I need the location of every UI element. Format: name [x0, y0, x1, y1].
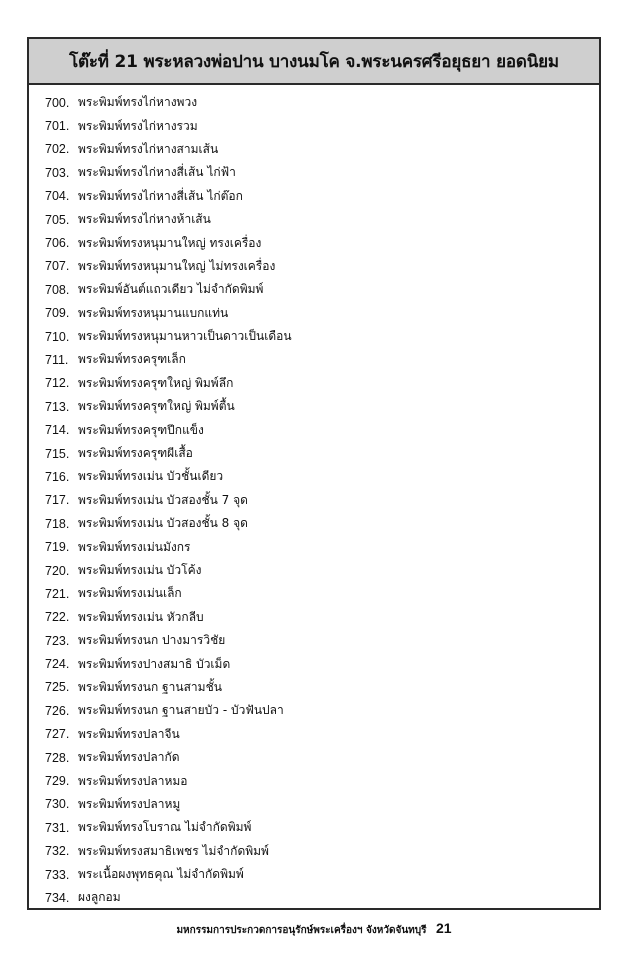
item-number: 700. [45, 95, 70, 110]
list-item [45, 161, 292, 184]
item-number: 728. [45, 750, 70, 765]
list-item [45, 676, 292, 699]
item-text: พระพิมพ์ทรงไก่หางรวม [78, 118, 198, 133]
page-number: 21 [435, 920, 452, 936]
item-text: พระพิมพ์ทรงไก่หางพวง [78, 95, 198, 110]
item-text: พระพิมพ์ทรงสมาธิเพชร ไม่จำกัดพิมพ์ [78, 843, 269, 858]
item-text: พระพิมพ์ทรงเม่นมังกร [78, 539, 191, 554]
item-text: พระพิมพ์ทรงปลาหมู [78, 796, 181, 811]
item-text: พระพิมพ์ทรงปลากัด [78, 750, 180, 765]
item-number: 702. [45, 142, 70, 157]
list-item [45, 606, 292, 629]
list-item [45, 465, 292, 488]
list-item [45, 395, 292, 418]
item-number: 723. [45, 633, 70, 648]
list-item [45, 278, 292, 301]
item-text: พระพิมพ์ทรงปางสมาธิ บัวเม็ด [78, 656, 231, 671]
item-number: 724. [45, 657, 70, 672]
item-text: พระพิมพ์ทรงนก ฐานสามชั้น [78, 679, 222, 694]
list-item [45, 652, 292, 675]
item-number: 715. [45, 446, 70, 461]
footer-text: มหกรรมการประกวดการอนุรักษ์พระเครื่องฯ จังหวัดจันทบุรี [176, 925, 427, 936]
item-number: 711. [45, 352, 69, 367]
item-number: 730. [45, 797, 70, 812]
item-number: 712. [45, 376, 70, 391]
item-number: 725. [45, 680, 70, 695]
list-item [45, 699, 292, 722]
list-item [45, 863, 292, 886]
list-item [45, 138, 292, 161]
item-text: พระพิมพ์ทรงเม่น บัวสองชั้น 7 จุด [78, 492, 248, 507]
item-text: พระพิมพ์ทรงปลาหมอ [78, 773, 188, 788]
item-number: 720. [45, 563, 70, 578]
item-text: พระพิมพ์ทรงเม่น บัวโค้ง [78, 563, 202, 577]
list-item [45, 185, 292, 208]
item-number: 704. [45, 189, 70, 204]
item-text: พระพิมพ์ทรงโบราณ ไม่จำกัดพิมพ์ [78, 820, 252, 835]
item-text: พระพิมพ์ทรงเม่น บัวชั้นเดียว [78, 469, 224, 484]
item-text: พระพิมพ์ทรงปลาจีน [78, 726, 180, 741]
item-number: 732. [45, 844, 70, 859]
item-number: 708. [45, 282, 70, 297]
item-text: พระพิมพ์ทรงไก่หางห้าเส้น [78, 212, 211, 227]
list-item [45, 723, 292, 746]
list-item [45, 418, 292, 441]
item-number: 718. [45, 516, 70, 531]
item-text: พระพิมพ์ทรงนก ฐานสายบัว - บัวฟันปลา [78, 703, 284, 718]
item-number: 719. [45, 540, 70, 555]
list-item [45, 886, 292, 909]
item-number: 713. [45, 399, 70, 414]
item-number: 707. [45, 259, 70, 274]
list-item [45, 746, 292, 769]
item-number: 733. [45, 867, 70, 882]
list-item [45, 208, 292, 231]
item-number: 706. [45, 236, 70, 251]
table-frame [27, 37, 601, 910]
item-text: พระพิมพ์ทรงหนุมานใหญ่ ทรงเครื่อง [78, 235, 262, 250]
list-item [45, 840, 292, 863]
list-item [45, 442, 292, 465]
item-number: 716. [45, 469, 70, 484]
item-text: ผงลูกอม [78, 890, 121, 905]
item-text: พระพิมพ์ทรงเม่นเล็ก [78, 586, 182, 601]
list-item [45, 769, 292, 792]
item-number: 729. [45, 774, 70, 789]
item-text: พระพิมพ์ทรงเม่น หัวกลีบ [78, 609, 204, 624]
item-number: 709. [45, 306, 70, 321]
item-text: พระพิมพ์ทรงครุฑเล็ก [78, 352, 186, 367]
item-number: 714. [45, 423, 70, 438]
item-number: 734. [45, 890, 70, 905]
item-text: พระพิมพ์ทรงหนุมานหาวเป็นดาวเป็นเดือน [78, 329, 292, 344]
list-item [45, 582, 292, 605]
item-number: 703. [45, 165, 70, 180]
list-item [45, 489, 292, 512]
item-text: พระพิมพ์ทรงนก ปางมารวิชัย [78, 633, 226, 648]
item-number: 726. [45, 703, 70, 718]
item-text: พระพิมพ์ทรงหนุมานใหญ่ ไม่ทรงเครื่อง [78, 258, 276, 273]
item-text: พระพิมพ์ทรงครุฑใหญ่ พิมพ์ตื้น [78, 399, 235, 414]
item-number: 722. [45, 610, 70, 625]
list-item [45, 512, 292, 535]
item-text: พระพิมพ์ทรงไก่หางสี่เส้น ไก่ฟ้า [78, 165, 236, 180]
list-item [45, 231, 292, 254]
item-text: พระพิมพ์ทรงไก่หางสามเส้น [78, 141, 219, 156]
page-title: โต๊ะที่ 21 พระหลวงพ่อปาน บางนมโค จ.พระนครศรีอยุธยา ยอดนิยม [69, 51, 559, 72]
item-number: 710. [45, 329, 70, 344]
item-number: 717. [45, 493, 70, 508]
item-list [45, 91, 292, 910]
list-item [45, 816, 292, 839]
item-number: 701. [45, 119, 70, 134]
item-number: 721. [45, 586, 70, 601]
item-text: พระพิมพ์ทรงครุฑผีเสื้อ [78, 446, 193, 461]
list-item [45, 559, 292, 582]
item-number: 731. [45, 820, 70, 835]
item-text: พระพิมพ์ทรงไก่หางสี่เส้น ไก่ต๊อก [78, 188, 243, 203]
list-item [45, 114, 292, 137]
list-item [45, 302, 292, 325]
list-item [45, 255, 292, 278]
item-text: พระพิมพ์ทรงหนุมานแบกแท่น [78, 305, 229, 320]
list-item [45, 91, 292, 114]
list-item [45, 348, 292, 371]
list-item [45, 629, 292, 652]
list-item [45, 535, 292, 558]
item-text: พระพิมพ์ทรงครุฑปีกแข็ง [78, 422, 204, 437]
list-item [45, 372, 292, 395]
header-bar [29, 39, 599, 85]
item-text: พระพิมพ์อันต์แถวเดียว ไม่จำกัดพิมพ์ [78, 282, 264, 297]
list-item [45, 793, 292, 816]
item-text: พระพิมพ์ทรงเม่น บัวสองชั้น 8 จุด [78, 516, 248, 531]
item-number: 727. [45, 727, 70, 742]
item-text: พระพิมพ์ทรงครุฑใหญ่ พิมพ์ลึก [78, 375, 234, 390]
page-footer [0, 920, 628, 938]
list-item [45, 325, 292, 348]
item-text: พระเนื้อผงพุทธคุณ ไม่จำกัดพิมพ์ [78, 867, 244, 882]
item-number: 705. [45, 212, 70, 227]
